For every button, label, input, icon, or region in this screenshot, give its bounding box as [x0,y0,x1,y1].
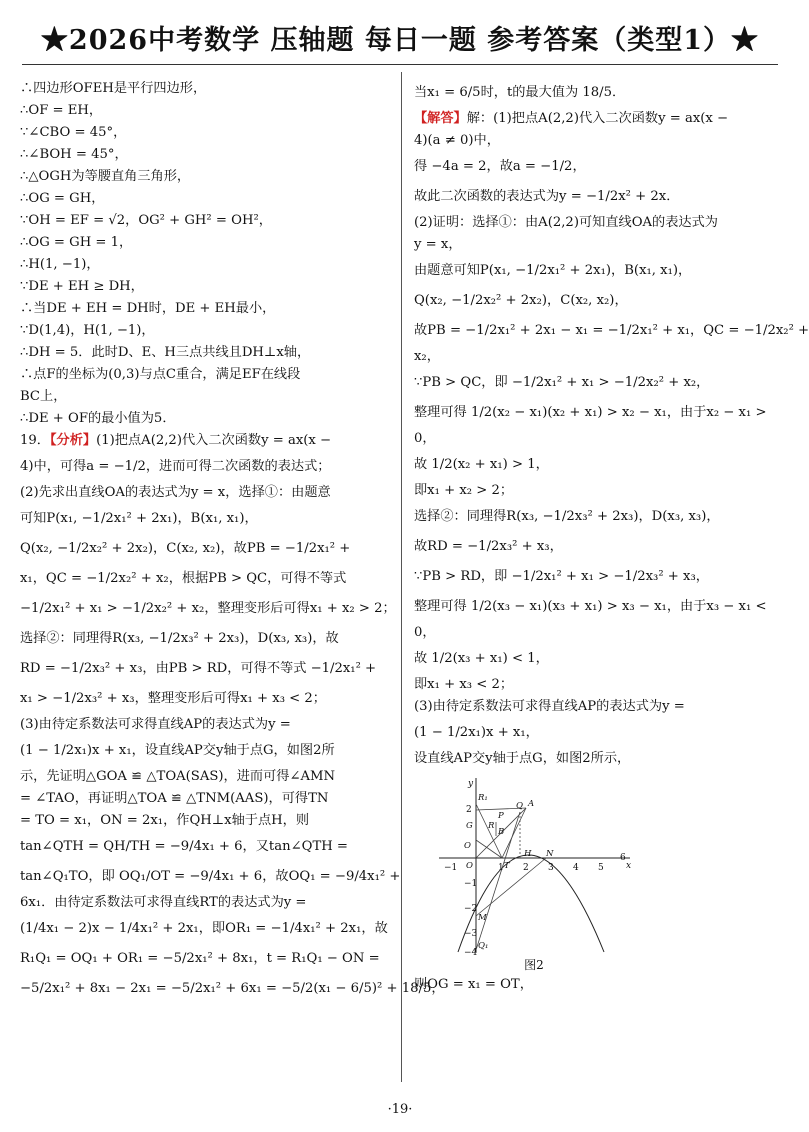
point-label: R₁ [478,793,488,803]
parabola-diagram [434,776,634,956]
text-line: (2)先求出直线OA的表达式为y = x，选择①：由题意 [20,485,331,500]
tick-label: −2 [464,904,478,914]
text-line: ∵PB > RD，即 −1/2x₁² + x₁ > −1/2x₃² + x₃， [414,569,709,584]
tick-label: 2 [466,805,472,815]
point-label: H [524,849,532,859]
text-line: 即x₁ + x₃ < 2； [414,677,514,692]
text-line: ∵D(1,4)，H(1, −1)， [20,323,155,338]
text-line: 可知P(x₁, −1/2x₁² + 2x₁)，B(x₁, x₁)， [20,511,258,526]
right-column [414,78,809,996]
text-line: R₁Q₁ = OQ₁ + OR₁ = −5/2x₁² + 8x₁，t = R₁Q₁ − ON = [20,951,380,966]
text-line: 4)(a ≠ 0)中， [414,133,500,148]
text-line: 则OG = x₁ = OT， [414,977,533,992]
tick-label: 1 [498,863,504,873]
tick-label: 4 [573,863,579,873]
text-line: 由题意可知P(x₁, −1/2x₁² + 2x₁)，B(x₁, x₁)， [414,263,692,278]
text-line: ∴∠BOH = 45°， [20,147,128,162]
text-line: 故 1/2(x₂ + x₁) > 1， [414,457,549,472]
point-label: Q₁ [478,941,489,951]
text-line: ∴OF = EH， [20,103,103,118]
text-line: y = x， [414,237,462,252]
point-label: A [528,799,535,809]
text-line: BC上， [20,389,67,404]
text-line: (3)由待定系数法可求得直线AP的表达式为y = [20,717,291,732]
tick-label: 2 [523,863,529,873]
text-line: (1 − 1/2x₁)x + x₁， [414,725,539,740]
point-label: T [504,861,510,871]
text-line: 4)中，可得a = −1/2，进而可得二次函数的表达式； [20,459,331,474]
tick-label: −1 [464,879,478,889]
point-label: O [464,841,471,851]
text-line: x₁ > −1/2x₃² + x₃，整理变形后可得x₁ + x₃ < 2； [20,691,326,706]
text-line: 选择②：同理得R(x₃, −1/2x₃² + 2x₃)，D(x₃, x₃)， [414,509,720,524]
text-line: 当x₁ = 6/5时，t的最大值为 18/5． [414,85,626,100]
point-label: N [546,849,554,859]
text-line: 得 −4a = 2，故a = −1/2， [414,159,586,174]
text-line: ∴H(1, −1)， [20,257,100,272]
text-line: tan∠QTH = QH/TH = −9/4x₁ + 6，又tan∠QTH = [20,839,348,854]
text-line: 故 1/2(x₃ + x₁) < 1， [414,651,549,666]
text-line: (1/4x₁ − 2)x − 1/4x₁² + 2x₁，即OR₁ = −1/4x₁² + 2x₁，故 [20,921,388,936]
text-line: (2)证明：选择①：由A(2,2)可知直线OA的表达式为 [414,215,718,230]
text-line: = ∠TAO，再证明△TOA ≌ △TNM(AAS)，可得TN [20,791,329,806]
text-line: 选择②：同理得R(x₃, −1/2x₃² + 2x₃)，D(x₃, x₃)，故 [20,631,339,646]
section-tag: 【分析】 [49,433,97,448]
text-line: 示，先证明△GOA ≌ △TOA(SAS)，进而可得∠AMN [20,769,336,784]
answer-heading: 【解答】解：(1)把点A(2,2)代入二次函数y = ax(x − [414,111,729,126]
point-label: R [488,821,495,831]
text-line: ∴DH = 5．此时D、E、H三点共线且DH⊥x轴， [20,345,311,360]
text-line: x₂， [414,349,440,364]
point-label: Q [516,801,523,811]
text-line: ∴当DE + EH = DH时，DE + EH最小， [20,301,276,316]
text-line: (1 − 1/2x₁)x + x₁，设直线AP交y轴于点G，如图2所 [20,743,335,758]
tick-label: −3 [464,929,478,939]
text-line: ∴DE + OF的最小值为5． [20,411,176,426]
point-label: O [466,861,473,871]
text-line: ∴点F的坐标为(0,3)与点C重合，满足EF在线段 [20,367,301,382]
tick-label: 3 [548,863,554,873]
page-number: ·19· [387,1102,413,1117]
analysis-heading: 19．【分析】(1)把点A(2,2)代入二次函数y = ax(x − [20,433,332,448]
text-line: RD = −1/2x₃² + x₃，由PB > RD，可得不等式 −1/2x₁² + [20,661,377,676]
figure-2 [434,776,634,956]
tick-label: −1 [444,863,458,873]
text-line: ∵PB > QC，即 −1/2x₁² + x₁ > −1/2x₂² + x₂， [414,375,710,390]
line-at [502,808,526,858]
section-tag: 【解答】 [414,111,467,126]
text-line: ∵∠CBO = 45°， [20,125,127,140]
text-line: ∴OG = GH = 1， [20,235,133,250]
axis-label-y: y [468,779,474,789]
page-header: ★2026中考数学 压轴题 每日一题 参考答案（类型1）★ [40,25,760,56]
text-line: −5/2x₁² + 8x₁ − 2x₁ = −5/2x₁² + 6x₁ = −5/2(x₁ − 6/5)² + 18/5， [20,981,445,996]
text-line: 整理可得 1/2(x₃ − x₁)(x₃ + x₁) > x₃ − x₁，由于x₃ − x₁ < [414,599,767,614]
tick-label: 5 [598,863,604,873]
point-label: B [498,827,505,837]
point-label: M [478,913,487,923]
text-line: 故RD = −1/2x₃² + x₃， [414,539,563,554]
column-divider [401,72,402,1082]
text-line: ∵DE + EH ≥ DH， [20,279,144,294]
header-rule [22,64,778,65]
figure-caption: 图2 [524,958,544,972]
text-line: 即x₁ + x₂ > 2； [414,483,514,498]
text-line: (3)由待定系数法可求得直线AP的表达式为y = [414,699,685,714]
line-mn [476,858,546,916]
text-line: Q(x₂, −1/2x₂² + 2x₂)，C(x₂, x₂)， [414,293,628,308]
tick-label: 6 [620,853,626,863]
text-line: 0， [414,431,436,446]
text-line: ∴OG = GH， [20,191,105,206]
axis-label-x: x [626,861,632,871]
text-line: tan∠Q₁TO，即 OQ₁/OT = −9/4x₁ + 6，故OQ₁ = −9/4x₁² + [20,869,401,884]
point-label: G [466,821,473,831]
text-line: ∵OH = EF = √2，OG² + GH² = OH²， [20,213,272,228]
text-line: Q(x₂, −1/2x₂² + 2x₂)，C(x₂, x₂)，故PB = −1/2x₁² + [20,541,351,556]
text-line: x₁，QC = −1/2x₂² + x₂，根据PB > QC，可得不等式 [20,571,347,586]
point-label: P [498,811,504,821]
text-line: 设直线AP交y轴于点G，如图2所示， [414,751,631,766]
text-line: 故PB = −1/2x₁² + 2x₁ − x₁ = −1/2x₁² + x₁，QC = −1/2x₂² + [414,323,809,338]
text-line: 故此二次函数的表达式为y = −1/2x² + 2x． [414,189,680,204]
text-line: ∴四边形OFEH是平行四边形， [20,81,207,96]
text-line: ∴△OGH为等腰直角三角形， [20,169,191,184]
text-line: = TO = x₁，ON = 2x₁，作QH⊥x轴于点H，则 [20,813,310,828]
text-line: 整理可得 1/2(x₂ − x₁)(x₂ + x₁) > x₂ − x₁，由于x₂ − x₁ > [414,405,767,420]
text-line: −1/2x₁² + x₁ > −1/2x₂² + x₂，整理变形后可得x₁ + x₂ > 2； [20,601,396,616]
tick-label: −4 [464,948,478,958]
text-line: 0， [414,625,436,640]
text-line: 6x₁．由待定系数法可求得直线RT的表达式为y = [20,895,307,910]
